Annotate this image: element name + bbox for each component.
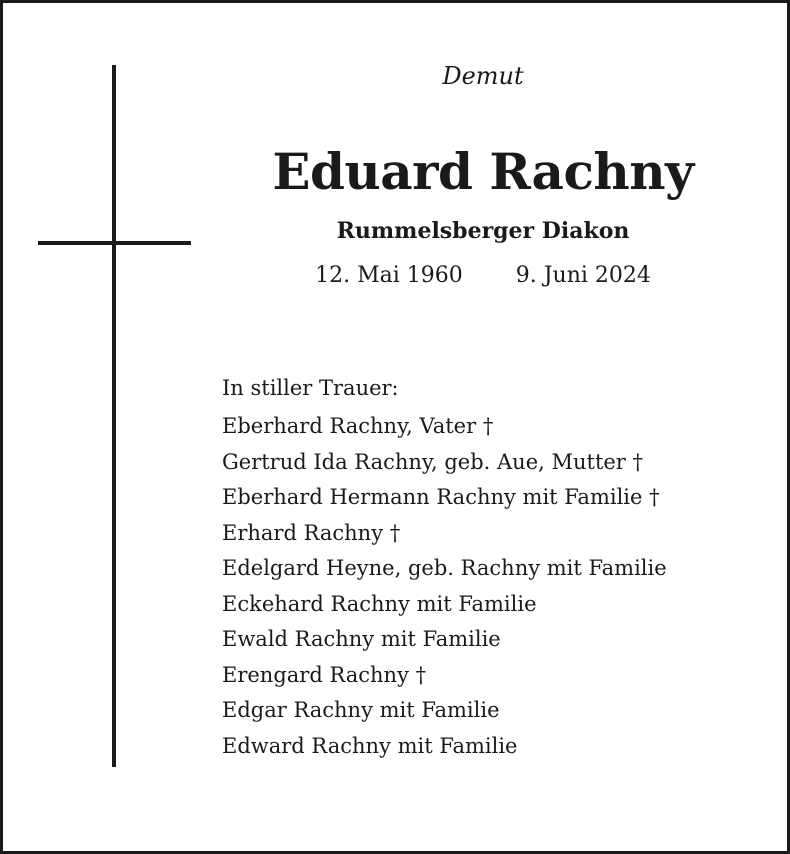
mourner-item: Edelgard Heyne, geb. Rachny mit Familie [222,556,667,580]
mourners-heading: In stiller Trauer: [222,376,399,400]
birth-date: 12. Mai 1960 [315,263,463,288]
mourner-item: Eckehard Rachny mit Familie [222,591,537,616]
cross-icon [112,65,116,767]
mourners-section [222,371,762,764]
mourner-item: Eberhard Rachny, Vater † [222,414,494,438]
mourner-item: Erhard Rachny † [222,520,401,545]
mourner-item: Erengard Rachny † [222,662,427,687]
mourner-item: Eberhard Hermann Rachny mit Familie † [222,485,660,509]
mourner-item: Ewald Rachny mit Familie [222,627,501,651]
motto: Demut [442,62,524,90]
life-dates [233,259,733,293]
mourner-item: Edward Rachny mit Familie [222,733,518,758]
mourner-item: Edgar Rachny mit Familie [222,698,500,722]
deceased-role: Rummelsberger Diakon [336,218,630,244]
mourner-item: Gertrud Ida Rachny, geb. Aue, Mutter † [222,449,644,474]
cross-icon-bar [38,241,191,245]
death-date: 9. Juni 2024 [515,263,651,288]
mourner-list [222,409,762,764]
deceased-name: Eduard Rachny [272,142,694,201]
